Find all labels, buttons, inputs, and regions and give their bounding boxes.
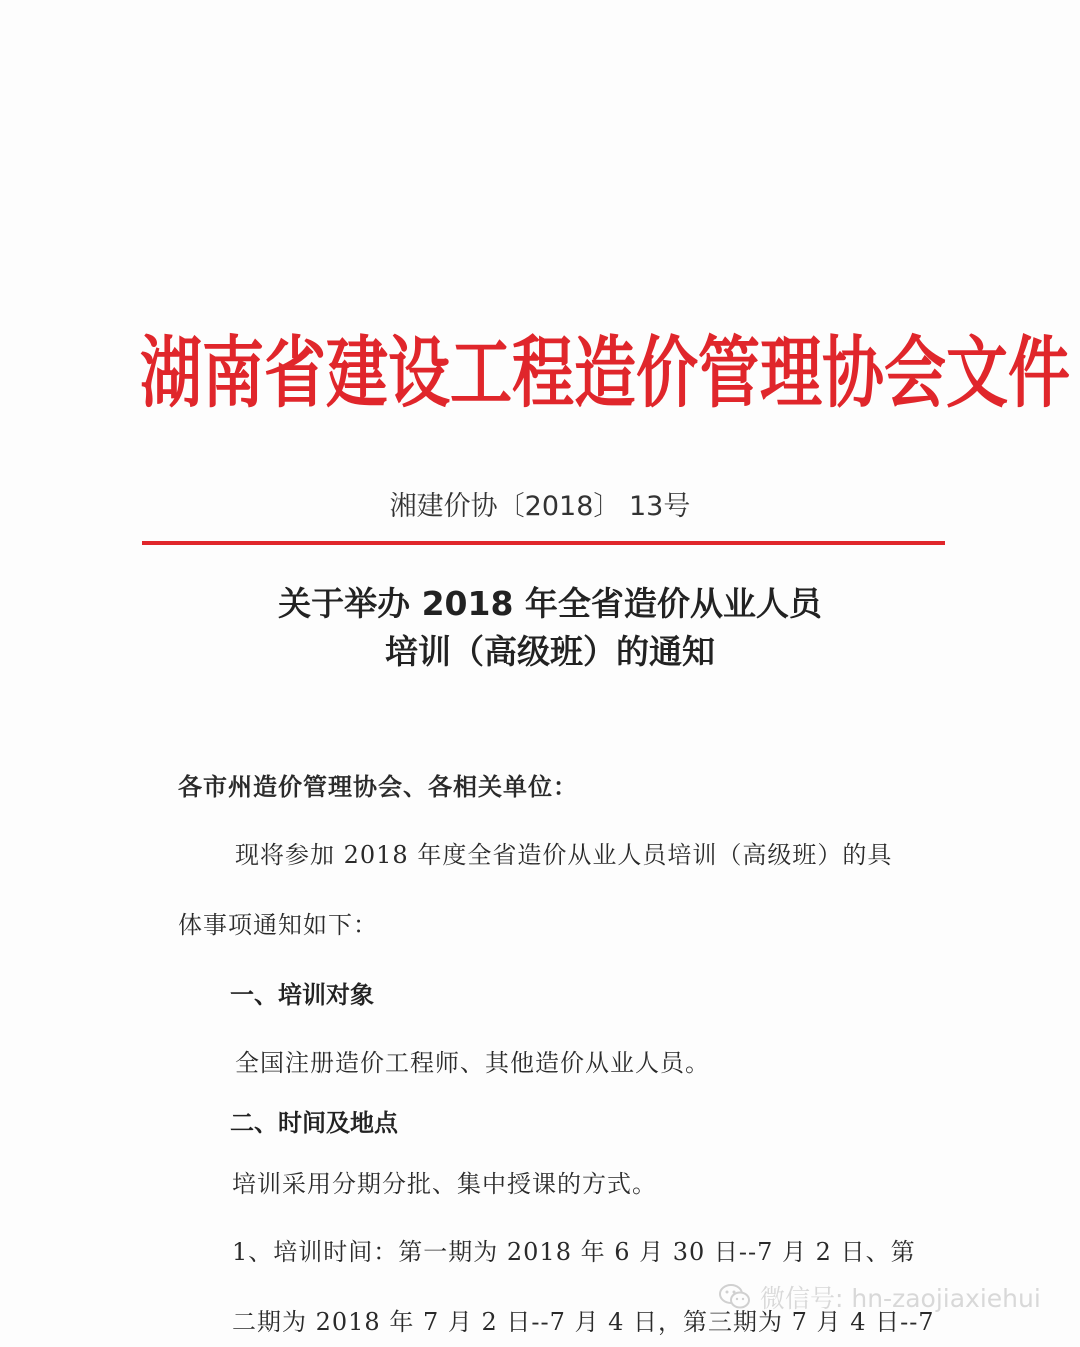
- training-time-line-2: 二期为 2018 年 7 月 2 日--7 月 4 日，第三期为 7 月 4 日--7: [232, 1308, 935, 1336]
- wechat-watermark: [718, 1277, 1041, 1317]
- notice-title-line-2: 培训（高级班）的通知: [385, 632, 715, 671]
- intro-paragraph-line-2: 体事项通知如下：: [178, 911, 378, 939]
- section-1-text: 全国注册造价工程师、其他造价从业人员。: [235, 1049, 710, 1077]
- document-number: 湘建价协〔2018〕 13号: [389, 491, 691, 522]
- intro-paragraph-line-1: 现将参加 2018 年度全省造价从业人员培训（高级班）的具: [235, 841, 893, 869]
- org-header-title: 湖南省建设工程造价管理协会文件: [140, 326, 1071, 418]
- wechat-icon: [718, 1282, 752, 1312]
- notice-title-line-1: 关于举办 2018 年全省造价从业人员: [278, 584, 822, 623]
- training-time-line-1: 1、培训时间：第一期为 2018 年 6 月 30 日--7 月 2 日、第: [232, 1238, 916, 1266]
- section-2-heading: 二、时间及地点: [230, 1109, 398, 1137]
- watermark-text: 微信号: hn-zaojiaxiehui: [760, 1284, 1041, 1313]
- section-1-heading: 一、培训对象: [230, 981, 374, 1009]
- salutation: 各市州造价管理协会、各相关单位：: [178, 773, 578, 801]
- header-divider: [142, 541, 945, 545]
- section-2-text: 培训采用分期分批、集中授课的方式。: [232, 1170, 657, 1198]
